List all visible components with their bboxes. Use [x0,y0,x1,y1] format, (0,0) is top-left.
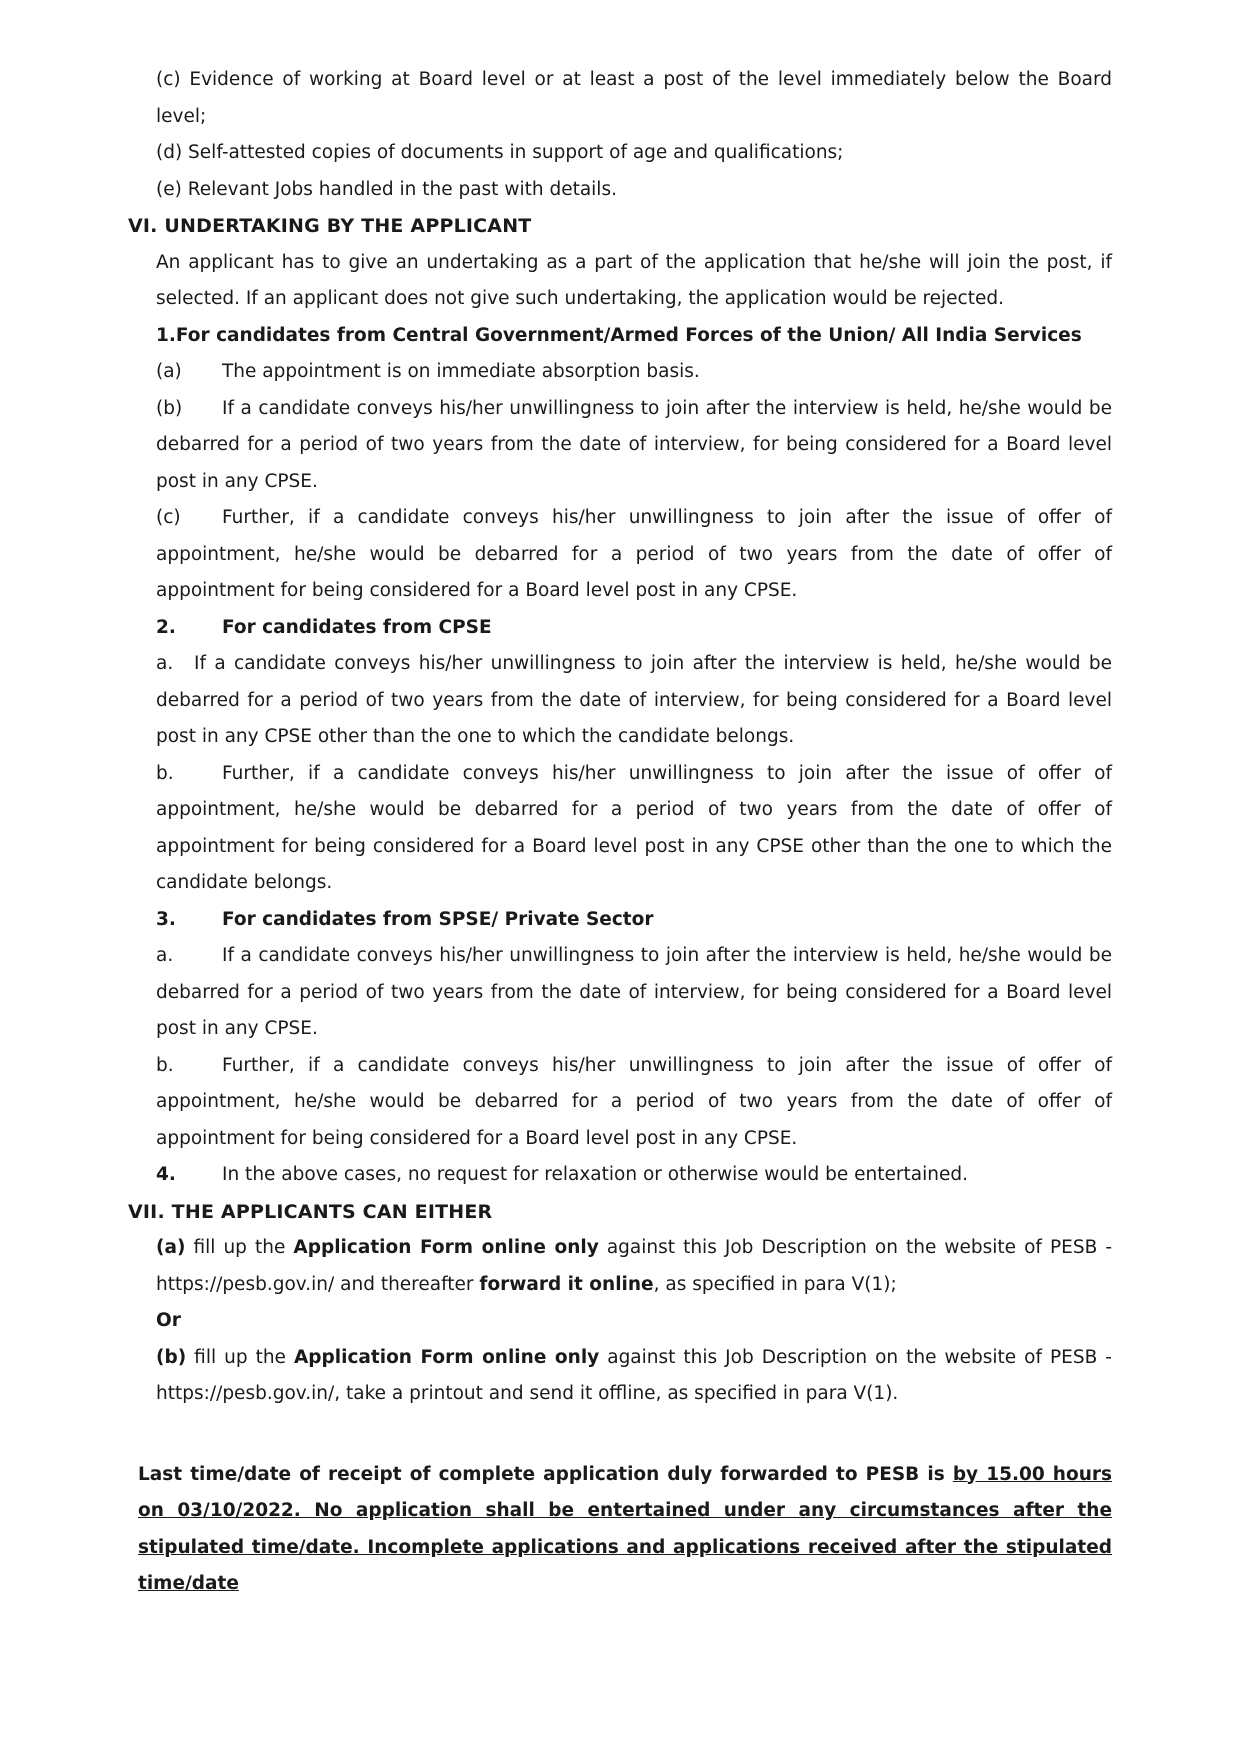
section-vii-or: Or [156,1310,181,1331]
point-text: Further, if a candidate conveys his/her unwillingness to join after the issue of offer of appointment, he/she would be debarred for a period of two years from the date of offer of appointment for being considered for a Board level post in any CPSE. [156,507,1112,601]
item3-point-a [156,938,1112,1048]
option-a-part3: , as specified in para V(1); [653,1273,897,1295]
item1-point-b [156,391,1112,501]
option-b-part1: fill up the [186,1346,294,1368]
item1-number: 1. [156,324,176,346]
option-b-bold1: Application Form online only [293,1346,600,1368]
item2-point-a [156,646,1112,756]
point-label: b. [156,1054,174,1076]
item3-title-text: For candidates from SPSE/ Private Sector [222,908,654,930]
closing-statement [138,1457,1112,1603]
item4-text: In the above cases, no request for relaxation or otherwise would be entertained. [222,1164,968,1185]
section-vi-item3-title [156,902,1112,939]
item1-point-a [156,354,1112,391]
point-text: The appointment is on immediate absorption basis. [222,361,700,382]
point-text: Further, if a candidate conveys his/her unwillingness to join after the issue of offer of appointment, he/she would be debarred for a period of two years from the date of offer of appointment for being considered for a Board level post in any CPSE other than the one to which the candidate belongs. [156,762,1112,893]
closing-underlined: by 15.00 hours on 03/10/2022. No application shall be entertained under any circumstances after the stipulated time/date. Incomplete applications and applications received after the stipulated time/date [138,1463,1112,1594]
item2-point-b [156,756,1112,902]
point-text: Further, if a candidate conveys his/her unwillingness to join after the issue of offer of appointment, he/she would be debarred for a period of two years from the date of offer of appointment for being considered for a Board level post in any CPSE. [156,1054,1112,1149]
item2-number: 2. [156,616,176,638]
option-a-bold2: forward it online [479,1273,654,1295]
closing-part1: Last time/date of receipt of complete application duly forwarded to PESB is [138,1463,953,1485]
item1-title-text: For candidates from Central Government/Armed Forces of the Union/ All India Services [175,324,1082,346]
option-a-label: (a) [156,1237,186,1258]
top-item-d: (d) Self-attested copies of documents in support of age and qualifications; [156,142,844,163]
option-b-label: (b) [156,1346,187,1368]
item3-point-b [156,1048,1112,1158]
point-text: If a candidate conveys his/her unwillingness to join after the interview is held, he/she would be debarred for a period of two years from the date of interview, for being considered for a Board level post in any CPSE. [156,397,1112,492]
section-vii-option-b [156,1340,1112,1413]
section-vii-option-a [156,1230,1112,1303]
top-item-c: (c) Evidence of working at Board level or at least a post of the level immediately below the Board level; [156,69,1112,127]
item1-point-c [156,500,1112,610]
option-a-part2: against this Job Description on the website of PESB - https://pesb.gov.in/ and thereafter [156,1237,1112,1295]
point-label: (c) [156,507,181,528]
section-vi-intro: An applicant has to give an undertaking as a part of the application that he/she will join the post, if selected. If an applicant does not give such undertaking, the application would be rejected. [156,251,1112,309]
top-item-e: (e) Relevant Jobs handled in the past with details. [156,178,617,200]
point-label: a. [156,945,174,966]
item4-number: 4. [156,1164,176,1185]
point-label: a. [156,653,174,674]
option-b-part2: against this Job Description on the website of PESB - https://pesb.gov.in/, take a printout and send it offline, as specified in para V(1). [156,1346,1112,1404]
section-vi-item2-title [156,610,1112,647]
section-vi-heading: VI. UNDERTAKING BY THE APPLICANT [128,215,532,237]
option-a-part1: fill up the [185,1237,294,1258]
item3-number: 3. [156,908,176,930]
item2-title-text: For candidates from CPSE [222,616,492,638]
point-label: (b) [156,397,183,419]
section-vi-item1-title [156,318,1112,355]
item4-point [156,1157,1112,1194]
point-label: b. [156,762,174,784]
section-vii-heading: VII. THE APPLICANTS CAN EITHER [128,1200,493,1223]
option-a-bold1: Application Form online only [293,1237,599,1258]
point-label: (a) [156,361,182,382]
point-text: If a candidate conveys his/her unwillingness to join after the interview is held, he/she would be debarred for a period of two years from the date of interview, for being considered for a Board level post in any CPSE other than the one to which the candidate belongs. [156,653,1112,747]
point-text: If a candidate conveys his/her unwillingness to join after the interview is held, he/she would be debarred for a period of two years from the date of interview, for being considered for a Board level post in any CPSE. [156,945,1112,1039]
